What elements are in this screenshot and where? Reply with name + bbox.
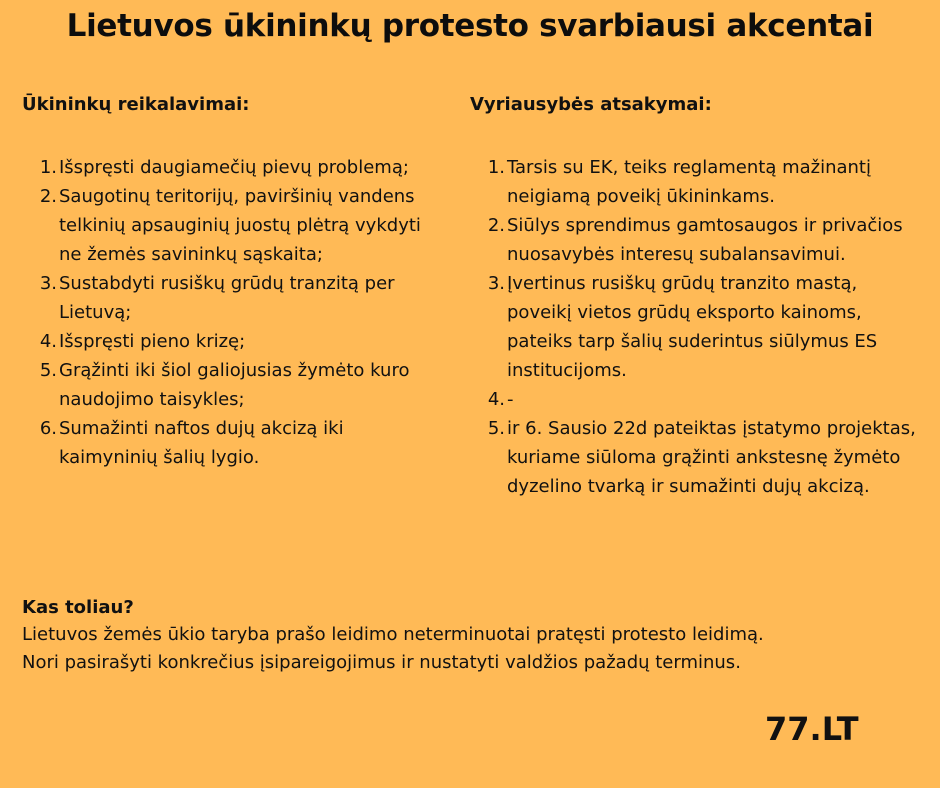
item-text: Grąžinti iki šiol galiojusias žymėto kuro naudojimo taisykles;: [59, 360, 410, 410]
demand-item-6: [22, 414, 442, 472]
next-steps-line-1: Lietuvos žemės ūkio taryba prašo leidimo neterminuotai pratęsti protesto leidimą.: [22, 624, 764, 645]
demand-item-5: [22, 356, 442, 414]
item-number: 6.: [39, 418, 57, 439]
responses-column: [470, 94, 925, 501]
response-item-3: [470, 269, 925, 385]
item-text: Sumažinti naftos dujų akcizą iki kaimyninių šalių lygio.: [59, 418, 344, 468]
response-item-1: [470, 153, 925, 211]
demands-list: [22, 153, 442, 472]
demand-item-2: [22, 182, 442, 269]
item-number: 1.: [487, 157, 505, 178]
brand-logo: 77.LT: [765, 710, 859, 748]
response-item-5: [470, 414, 925, 501]
item-text: Išspręsti pieno krizę;: [59, 331, 246, 352]
responses-list: [470, 153, 925, 501]
page-title: Lietuvos ūkininkų protesto svarbiausi akcentai: [66, 8, 874, 44]
item-number: 3.: [487, 273, 505, 294]
item-text: -: [507, 389, 514, 410]
response-item-2: [470, 211, 925, 269]
item-text: Įvertinus rusiškų grūdų tranzito mastą, poveikį vietos grūdų eksporto kainoms, pateiks tarp šalių suderintus siūlymus ES institucijoms.: [507, 273, 878, 381]
response-item-4: [470, 385, 925, 414]
demands-column: [22, 94, 442, 472]
item-number: 3.: [39, 273, 57, 294]
demand-item-1: [22, 153, 442, 182]
item-number: 2.: [487, 215, 505, 236]
next-steps-line-2: Nori pasirašyti konkrečius įsipareigojimus ir nustatyti valdžios pažadų terminus.: [22, 652, 741, 673]
next-steps-heading: Kas toliau?: [22, 597, 134, 618]
responses-heading: Vyriausybės atsakymai:: [470, 94, 712, 115]
demands-heading: Ūkininkų reikalavimai:: [22, 94, 250, 115]
item-text: Siūlys sprendimus gamtosaugos ir privačios nuosavybės interesų subalansavimui.: [507, 215, 903, 265]
item-text: Išspręsti daugiamečių pievų problemą;: [59, 157, 409, 178]
item-text: ir 6. Sausio 22d pateiktas įstatymo projektas, kuriame siūloma grąžinti ankstesnę žymėto dyzelino tvarką ir sumažinti dujų akcizą.: [507, 418, 916, 497]
item-text: Saugotinų teritorijų, paviršinių vandens telkinių apsauginių juostų plėtrą vykdyti ne žemės savininkų sąskaita;: [59, 186, 421, 265]
item-number: 5.: [39, 360, 57, 381]
item-number: 2.: [39, 186, 57, 207]
item-number: 4.: [39, 331, 57, 352]
item-number: 4.: [487, 389, 505, 410]
item-text: Sustabdyti rusiškų grūdų tranzitą per Lietuvą;: [59, 273, 395, 323]
item-number: 5.: [487, 418, 505, 439]
next-steps-section: [22, 594, 922, 677]
item-number: 1.: [39, 157, 57, 178]
item-text: Tarsis su EK, teiks reglamentą mažinantį neigiamą poveikį ūkininkams.: [507, 157, 871, 207]
demand-item-3: [22, 269, 442, 327]
demand-item-4: [22, 327, 442, 356]
